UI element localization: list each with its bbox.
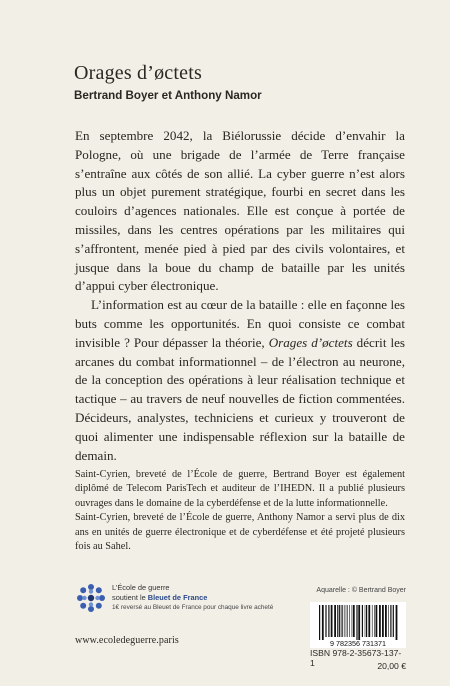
back-cover-blurb bbox=[75, 127, 405, 465]
barcode-bar bbox=[382, 605, 384, 637]
partner-line-1: L’École de guerre bbox=[112, 583, 170, 592]
bio-boyer: Saint-Cyrien, breveté de l’École de guerre, Bertrand Boyer est également diplômé de Telecom ParisTech et auditeur de l’IHEDN. Il a publié plusieurs ouvrages dans le domaine de la cyberdéfense et de la lutte informationnelle. bbox=[75, 469, 405, 509]
barcode-bar bbox=[372, 605, 373, 637]
barcode-bar bbox=[346, 605, 347, 637]
partner-brand: Bleuet de France bbox=[147, 592, 208, 602]
blurb-p2-end: décrit les arcanes du combat informationnel – de l’électron au neurone, de la conception des opérations à leur réalisation technique et tactique – au travers de neuf nouvelles de fiction commentées. Décideurs, analystes, techniciens et curieux y trouveront de quoi alimenter une indispensable réflexion sur la bataille de demain. bbox=[75, 334, 405, 463]
bleuet-flower-icon bbox=[75, 582, 107, 614]
barcode-bar bbox=[396, 605, 398, 640]
barcode-bar bbox=[325, 605, 326, 637]
barcode-bar bbox=[358, 605, 360, 640]
barcode-bar bbox=[385, 605, 387, 637]
barcode-bar bbox=[390, 605, 391, 637]
barcode-bar bbox=[342, 605, 343, 637]
barcode-bar bbox=[352, 605, 353, 637]
barcode-bar bbox=[393, 605, 394, 637]
partner-line-2-prefix: soutient le bbox=[112, 592, 148, 602]
barcode-bar bbox=[356, 605, 357, 640]
blurb-paragraph-2 bbox=[75, 296, 405, 465]
barcode-bar bbox=[328, 605, 329, 637]
barcode-bar bbox=[379, 605, 381, 637]
barcode-bar bbox=[322, 605, 324, 640]
bio-namor: Saint-Cyrien, breveté de l’École de guerre, Anthony Namor a servi plus de dix ans en unités de guerre électronique et de cyberdéfense et été projeté plusieurs fois au Sahel. bbox=[75, 512, 405, 553]
barcode-bar bbox=[334, 605, 336, 637]
barcode-digits: 9 782356 731371 bbox=[330, 639, 386, 648]
barcode-bar bbox=[331, 605, 333, 637]
barcode-bar bbox=[319, 605, 320, 640]
illustration-credit: Aquarelle : © Bertrand Boyer bbox=[316, 587, 406, 594]
blurb-p2-title: Orages d’øctets bbox=[268, 334, 353, 350]
barcode-bar bbox=[344, 605, 345, 637]
barcode-bar bbox=[353, 605, 355, 637]
barcode-bar bbox=[337, 605, 338, 637]
barcode-bar bbox=[366, 605, 367, 637]
publisher-url[interactable]: www.ecoledeguerre.paris bbox=[75, 635, 179, 646]
barcode-bar bbox=[365, 605, 366, 637]
barcode-bar bbox=[374, 605, 375, 637]
barcode-bar bbox=[388, 605, 389, 637]
barcode-bar bbox=[368, 605, 370, 637]
partner-note: 1€ reversé au Bleuet de France pour chaque livre acheté bbox=[112, 604, 274, 612]
book-price: 20,00 € bbox=[377, 661, 406, 671]
bleuet-partnership bbox=[112, 583, 302, 613]
book-title: Orages d’øctets bbox=[74, 62, 202, 84]
blurb-paragraph-1: En septembre 2042, la Biélorussie décide d’envahir la Pologne, où une brigade de l’armée de Terre française s’entraîne aux côtés de son allié. La cyber guerre n’est alors plus un objet purement stratégique, fourbi en secret dans les couloirs d’agences nationales. Elle est conçue à portée de missiles, dans les centres opérations par les militaires qui s’affrontent, menée pied à pied par des civils volontaires, et jusque dans la boue du champ de bataille par les unités d’appui cyber électronique. bbox=[75, 128, 405, 294]
author-bios bbox=[75, 468, 405, 554]
blurb-p2-start: L’information est au cœur de la bataille : elle en façonne les buts comme les opportunités. En quoi consiste ce combat invisible ? Pour dépasser la théorie, bbox=[75, 297, 405, 350]
barcode-bar bbox=[349, 605, 350, 637]
isbn-number: ISBN 978-2-35673-137-1 bbox=[310, 648, 402, 668]
barcode-bar bbox=[376, 605, 378, 637]
barcode-bar bbox=[362, 605, 363, 637]
barcode-bar bbox=[339, 605, 340, 637]
barcode-bar bbox=[347, 605, 348, 637]
isbn-barcode bbox=[310, 602, 406, 648]
book-authors: Bertrand Boyer et Anthony Namor bbox=[74, 89, 262, 102]
